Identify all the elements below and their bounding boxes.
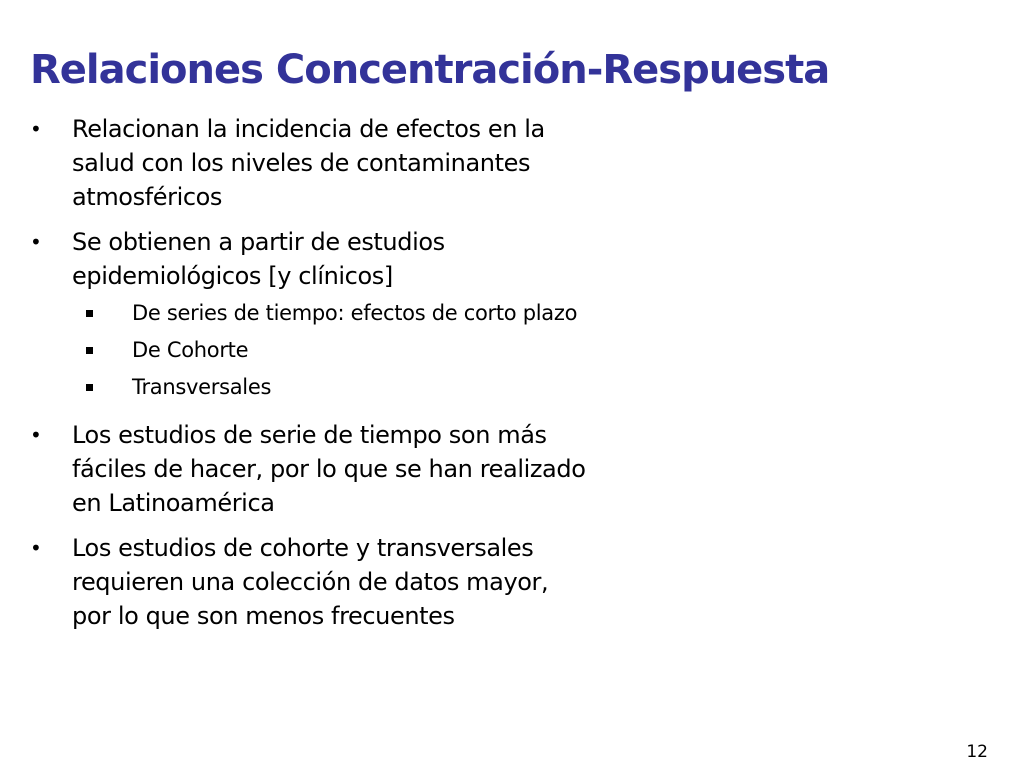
sub-bullet-item bbox=[30, 369, 670, 406]
square-bullet-icon bbox=[86, 310, 93, 317]
bullet-text-line: por lo que son menos frecuentes bbox=[72, 602, 455, 630]
sub-bullet-list bbox=[30, 295, 670, 406]
bullet-list bbox=[30, 112, 670, 644]
bullet-marker: • bbox=[30, 536, 42, 560]
sub-bullet-item bbox=[30, 332, 670, 369]
sub-bullet-text: De series de tiempo: efectos de corto plazo bbox=[132, 301, 578, 325]
bullet-item bbox=[30, 225, 670, 293]
bullet-text-line: Los estudios de serie de tiempo son más bbox=[72, 421, 547, 449]
sub-bullet-item bbox=[30, 295, 670, 332]
bullet-text-line: en Latinoamérica bbox=[72, 489, 275, 517]
bullet-text-line: atmosféricos bbox=[72, 183, 223, 211]
bullet-item bbox=[30, 112, 670, 214]
bullet-item bbox=[30, 531, 670, 633]
sub-bullet-text: De Cohorte bbox=[132, 338, 249, 362]
bullet-text-line: fáciles de hacer, por lo que se han realizado bbox=[72, 455, 586, 483]
bullet-marker: • bbox=[30, 230, 42, 254]
bullet-marker: • bbox=[30, 423, 42, 447]
bullet-text-line: Los estudios de cohorte y transversales bbox=[72, 534, 534, 562]
bullet-text-line: salud con los niveles de contaminantes bbox=[72, 149, 531, 177]
square-bullet-icon bbox=[86, 347, 93, 354]
square-bullet-icon bbox=[86, 384, 93, 391]
bullet-marker: • bbox=[30, 117, 42, 141]
bullet-item bbox=[30, 418, 670, 520]
page-number: 12 bbox=[966, 742, 988, 762]
bullet-text-line: Se obtienen a partir de estudios bbox=[72, 228, 445, 256]
bullet-text-line: epidemiológicos [y clínicos] bbox=[72, 262, 393, 290]
bullet-text-line: Relacionan la incidencia de efectos en la bbox=[72, 115, 545, 143]
bullet-text-line: requieren una colección de datos mayor, bbox=[72, 568, 549, 596]
slide-title: Relaciones Concentración-Respuesta bbox=[30, 47, 830, 93]
sub-bullet-text: Transversales bbox=[132, 375, 272, 399]
